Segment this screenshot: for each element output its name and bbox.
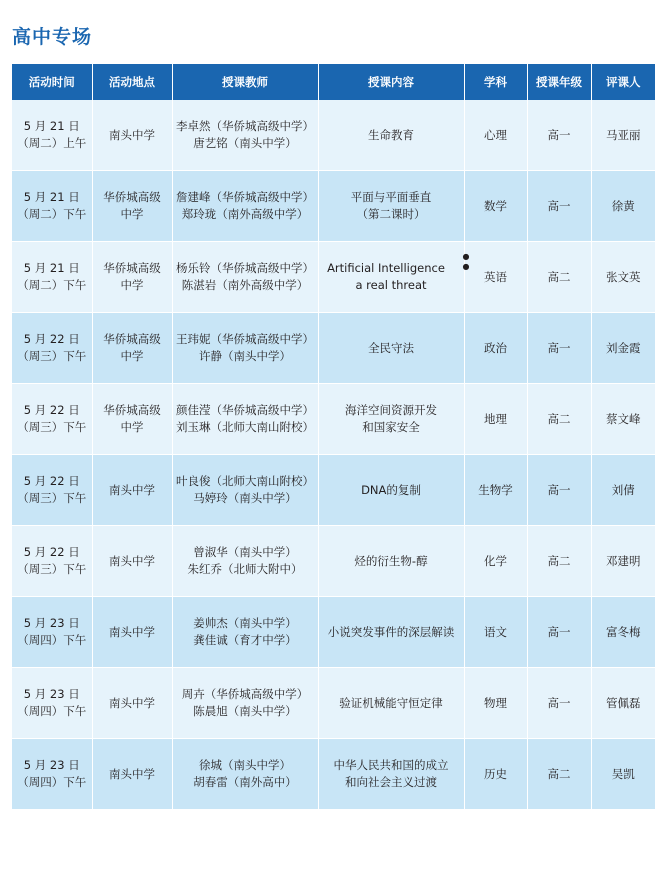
- cell-grade: 高二: [527, 526, 591, 597]
- cell-teachers-line: 陈晨旭（南头中学）: [193, 704, 297, 718]
- cell-time-line: 5 月 22 日: [23, 332, 80, 346]
- cell-reviewer: 刘金霞: [591, 313, 655, 384]
- cell-content-line: [321, 482, 462, 499]
- cell-place: [92, 242, 172, 313]
- cell-subject: 历史: [464, 739, 527, 810]
- cell-content-text: （第二课时）: [356, 207, 426, 221]
- cell-teachers-line: 许静（南头中学）: [199, 349, 291, 363]
- cell-teachers-line: 徐城（南头中学）: [199, 758, 291, 772]
- cell-time: [12, 455, 92, 526]
- header-reviewer: 评课人: [591, 64, 655, 100]
- cell-time: [12, 242, 92, 313]
- cell-place-line: 华侨城高级: [103, 403, 161, 417]
- cell-teachers: [172, 313, 318, 384]
- cell-teachers-line: 马婷玲（南头中学）: [193, 491, 297, 505]
- cell-time: [12, 668, 92, 739]
- cell-content-text: 平面与平面垂直: [350, 190, 432, 204]
- cell-time-line: （周三）下午: [17, 491, 87, 505]
- cell-time-line: 5 月 22 日: [23, 474, 80, 488]
- table-row: [12, 242, 655, 313]
- header-content: 授课内容: [318, 64, 464, 100]
- table-row: [12, 171, 655, 242]
- cell-content-text: 验证机械能守恒定律: [339, 695, 443, 710]
- cell-time-line: 5 月 23 日: [23, 758, 80, 772]
- cell-grade: 高一: [527, 171, 591, 242]
- cell-teachers-line: 王玮妮（华侨城高级中学）: [176, 332, 314, 346]
- cell-place-line: 南头中学: [109, 127, 155, 142]
- cell-teachers: [172, 455, 318, 526]
- header-teachers: 授课教师: [172, 64, 318, 100]
- header-subject: 学科: [464, 64, 527, 100]
- cell-teachers-line: 唐艺铭（南头中学）: [193, 136, 297, 150]
- cell-place-line: 华侨城高级: [103, 261, 161, 275]
- cell-teachers-line: 陈湛岩（南外高级中学）: [181, 278, 309, 292]
- cell-content-line: [321, 402, 462, 419]
- cell-time-line: 5 月 23 日: [23, 687, 80, 701]
- cell-content-text: 生命教育: [368, 127, 414, 142]
- cell-content-text: 和国家安全: [362, 420, 420, 434]
- cell-teachers-line: 姜帅杰（南头中学）: [193, 616, 297, 630]
- cell-grade: 高一: [527, 100, 591, 171]
- table-header-row: [12, 64, 655, 100]
- cell-content-text: Artificial Intelligence: [327, 261, 445, 275]
- cell-reviewer: 吴凯: [591, 739, 655, 810]
- cell-time: [12, 100, 92, 171]
- cell-place: [92, 739, 172, 810]
- cell-content: [318, 455, 464, 526]
- cell-time-line: （周四）下午: [17, 633, 87, 647]
- cell-place: [92, 455, 172, 526]
- cell-reviewer: 马亚丽: [591, 100, 655, 171]
- cell-time-line: （周三）下午: [17, 420, 87, 434]
- cell-subject: 数学: [464, 171, 527, 242]
- cell-time-line: 5 月 21 日: [23, 261, 80, 275]
- cell-content-text: 全民守法: [368, 340, 414, 355]
- cell-subject: 心理: [464, 100, 527, 171]
- cell-teachers-line: 叶良俊（北师大南山附校）: [176, 474, 314, 488]
- cell-content: [318, 668, 464, 739]
- cell-teachers-line: 刘玉琳（北师大南山附校）: [176, 420, 314, 434]
- cell-grade: 高二: [527, 242, 591, 313]
- cell-content-line: [321, 419, 462, 436]
- cell-time-line: （周三）下午: [17, 562, 87, 576]
- cell-place-line: 南头中学: [109, 766, 155, 781]
- cell-place-line: 中学: [120, 278, 144, 292]
- cell-place: [92, 668, 172, 739]
- cell-time: [12, 739, 92, 810]
- cell-content-text: 海洋空间资源开发: [345, 403, 437, 417]
- cell-reviewer: 管佩磊: [591, 668, 655, 739]
- cell-time-line: （周三）下午: [17, 349, 87, 363]
- cell-content-line: [321, 277, 462, 294]
- cell-time-line: 5 月 21 日: [23, 190, 80, 204]
- cell-teachers: [172, 739, 318, 810]
- cell-grade: 高一: [527, 313, 591, 384]
- cell-time-line: （周四）下午: [17, 775, 87, 789]
- cell-place: [92, 526, 172, 597]
- table-row: [12, 597, 655, 668]
- cell-place-line: 南头中学: [109, 482, 155, 497]
- cell-place: [92, 100, 172, 171]
- cell-place: [92, 171, 172, 242]
- header-place: 活动地点: [92, 64, 172, 100]
- cell-teachers-line: 李卓然（华侨城高级中学）: [176, 119, 314, 133]
- cell-content: [318, 313, 464, 384]
- cell-content: [318, 526, 464, 597]
- cell-time: [12, 171, 92, 242]
- cell-place-line: 南头中学: [109, 695, 155, 710]
- cell-subject: 政治: [464, 313, 527, 384]
- cell-place: [92, 384, 172, 455]
- cell-place-line: 南头中学: [109, 553, 155, 568]
- table-row: [12, 739, 655, 810]
- cell-place: [92, 313, 172, 384]
- cell-content: [318, 597, 464, 668]
- cell-grade: 高一: [527, 597, 591, 668]
- page-title: 高中专场: [12, 26, 93, 48]
- cell-content-text: DNA的复制: [361, 482, 421, 497]
- cell-content-line: [321, 695, 462, 712]
- cell-subject: 语文: [464, 597, 527, 668]
- cell-content-text: 和向社会主义过渡: [345, 775, 437, 789]
- cell-reviewer: 张文英: [591, 242, 655, 313]
- cell-place-line: 中学: [120, 420, 144, 434]
- cell-teachers-line: 颜佳滢（华侨城高级中学）: [176, 403, 314, 417]
- cell-grade: 高二: [527, 384, 591, 455]
- cell-teachers: [172, 100, 318, 171]
- cell-content: [318, 171, 464, 242]
- cell-teachers-line: 龚佳诚（育才中学）: [193, 633, 297, 647]
- cell-content-line: [321, 340, 462, 357]
- cell-place-line: 华侨城高级: [103, 332, 161, 346]
- cell-teachers: [172, 242, 318, 313]
- cell-teachers-line: 詹建峰（华侨城高级中学）: [176, 190, 314, 204]
- cell-content-text: 中华人民共和国的成立: [333, 758, 449, 772]
- cell-place-line: 中学: [120, 349, 144, 363]
- cell-teachers-line: 曾淑华（南头中学）: [193, 545, 297, 559]
- cell-subject: 物理: [464, 668, 527, 739]
- cell-content-line: [321, 252, 470, 277]
- cell-reviewer: 蔡文峰: [591, 384, 655, 455]
- table-row: [12, 100, 655, 171]
- table-row: [12, 455, 655, 526]
- bullet-dots-icon: ● ●: [462, 252, 470, 271]
- cell-content-text: 小说突发事件的深层解读: [327, 624, 455, 639]
- cell-teachers-line: 周卉（华侨城高级中学）: [181, 687, 309, 701]
- cell-time: [12, 384, 92, 455]
- cell-content-line: [321, 189, 462, 206]
- cell-grade: 高一: [527, 455, 591, 526]
- cell-time: [12, 597, 92, 668]
- cell-subject: 英语: [464, 242, 527, 313]
- cell-content-text: a real threat: [355, 278, 427, 292]
- table-row: [12, 313, 655, 384]
- cell-time-line: 5 月 21 日: [23, 119, 80, 133]
- cell-content: [318, 242, 470, 313]
- header-grade: 授课年级: [527, 64, 591, 100]
- cell-place-line: 中学: [120, 207, 144, 221]
- cell-time-line: 5 月 23 日: [23, 616, 80, 630]
- table-row: [12, 384, 655, 455]
- cell-content-line: [321, 757, 462, 774]
- cell-content-line: [321, 206, 462, 223]
- cell-time: [12, 313, 92, 384]
- cell-place-line: 南头中学: [109, 624, 155, 639]
- cell-reviewer: 邓建明: [591, 526, 655, 597]
- cell-subject: 化学: [464, 526, 527, 597]
- cell-grade: 高二: [527, 739, 591, 810]
- cell-time-line: （周四）下午: [17, 704, 87, 718]
- cell-reviewer: 富冬梅: [591, 597, 655, 668]
- cell-time-line: （周二）下午: [17, 278, 87, 292]
- cell-teachers: [172, 384, 318, 455]
- cell-reviewer: 刘倩: [591, 455, 655, 526]
- cell-content-text: 烃的衍生物-醇: [354, 553, 428, 568]
- cell-content: [318, 384, 464, 455]
- cell-grade: 高一: [527, 668, 591, 739]
- schedule-table: [12, 64, 655, 810]
- cell-teachers-line: 郑玲珑（南外高级中学）: [181, 207, 309, 221]
- cell-content-line: [321, 774, 462, 791]
- cell-subject: 生物学: [464, 455, 527, 526]
- cell-teachers: [172, 171, 318, 242]
- header-time: 活动时间: [12, 64, 92, 100]
- cell-teachers: [172, 526, 318, 597]
- cell-content: [318, 100, 464, 171]
- cell-content-line: [321, 127, 462, 144]
- cell-teachers: [172, 668, 318, 739]
- cell-content-line: [321, 553, 462, 570]
- table-row: [12, 668, 655, 739]
- cell-teachers-line: 杨乐铃（华侨城高级中学）: [176, 261, 314, 275]
- table-row: [12, 526, 655, 597]
- cell-time-line: 5 月 22 日: [23, 403, 80, 417]
- cell-teachers: [172, 597, 318, 668]
- cell-place: [92, 597, 172, 668]
- cell-content: [318, 739, 464, 810]
- table-body: [12, 100, 655, 810]
- cell-time-line: 5 月 22 日: [23, 545, 80, 559]
- cell-time-line: （周二）上午: [17, 136, 87, 150]
- cell-time: [12, 526, 92, 597]
- cell-place-line: 华侨城高级: [103, 190, 161, 204]
- cell-teachers-line: 朱红乔（北师大附中）: [187, 562, 303, 576]
- cell-content-line: [321, 624, 462, 641]
- cell-subject: 地理: [464, 384, 527, 455]
- cell-teachers-line: 胡春雷（南外高中）: [193, 775, 297, 789]
- cell-reviewer: 徐黄: [591, 171, 655, 242]
- cell-time-line: （周二）下午: [17, 207, 87, 221]
